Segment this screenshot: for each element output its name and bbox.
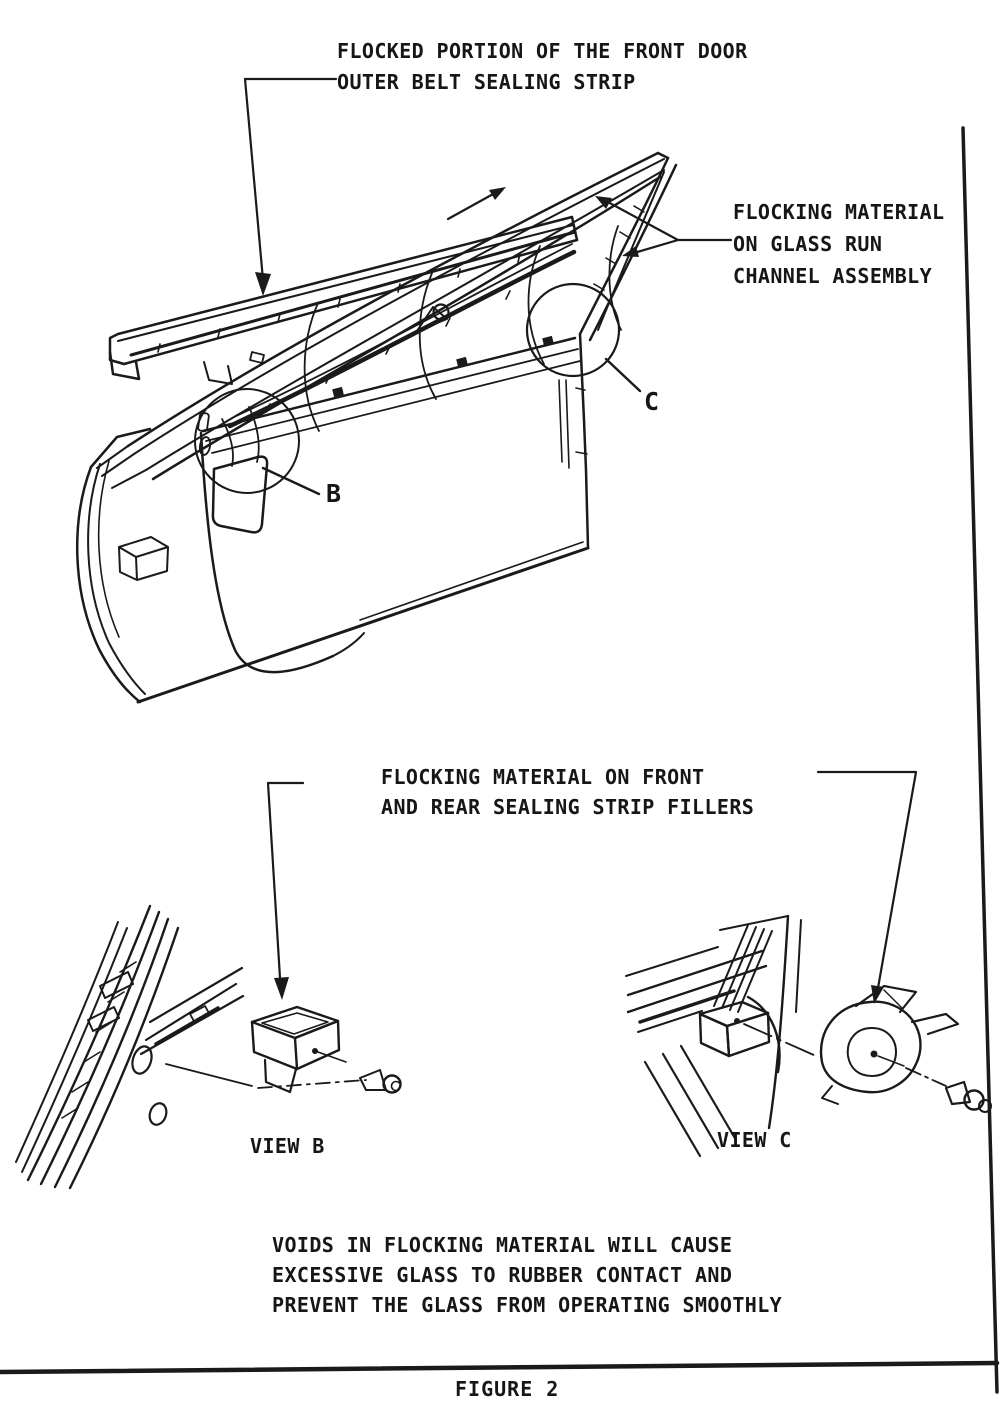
leader-lines xyxy=(245,79,731,494)
screw-view-c xyxy=(906,1068,991,1112)
glass-run-label xyxy=(733,196,945,292)
glass-run-label-line3: CHANNEL ASSEMBLY xyxy=(733,264,933,288)
view-b-drawing xyxy=(16,906,401,1188)
glass-run-channel-frame xyxy=(97,153,676,488)
belt-strip-label-line1: FLOCKED PORTION OF THE FRONT DOOR xyxy=(337,39,748,63)
fillers-label xyxy=(381,762,754,822)
detail-letter-b: B xyxy=(326,479,342,508)
belt-strip-label xyxy=(337,36,748,98)
fillers-label-line1: FLOCKING MATERIAL ON FRONT xyxy=(381,765,705,789)
view-b-caption: VIEW B xyxy=(250,1134,325,1158)
voids-note-line1: VOIDS IN FLOCKING MATERIAL WILL CAUSE xyxy=(272,1233,733,1257)
fillers-label-line2: AND REAR SEALING STRIP FILLERS xyxy=(381,795,755,819)
detail-letter-c: C xyxy=(644,387,660,416)
view-c-drawing xyxy=(626,916,991,1156)
outer-belt-sealing-strip xyxy=(110,217,577,384)
page-border xyxy=(0,128,997,1392)
voids-note xyxy=(272,1230,782,1320)
belt-clips xyxy=(332,336,554,397)
glass-run-label-line1: FLOCKING MATERIAL xyxy=(733,200,945,224)
door-assembly-drawing xyxy=(77,79,731,702)
screw-view-b xyxy=(360,1070,401,1093)
view-c-caption: VIEW C xyxy=(717,1128,792,1152)
sealing-strip-filler-b xyxy=(252,1007,346,1092)
voids-note-line2: EXCESSIVE GLASS TO RUBBER CONTACT AND xyxy=(272,1263,733,1287)
belt-strip-label-line2: OUTER BELT SEALING STRIP xyxy=(337,70,636,94)
sealing-strip-filler-c xyxy=(821,986,958,1104)
glass-run-label-line2: ON GLASS RUN xyxy=(733,232,883,256)
voids-note-line3: PREVENT THE GLASS FROM OPERATING SMOOTHLY xyxy=(272,1293,783,1317)
figure-caption: FIGURE 2 xyxy=(455,1377,560,1401)
